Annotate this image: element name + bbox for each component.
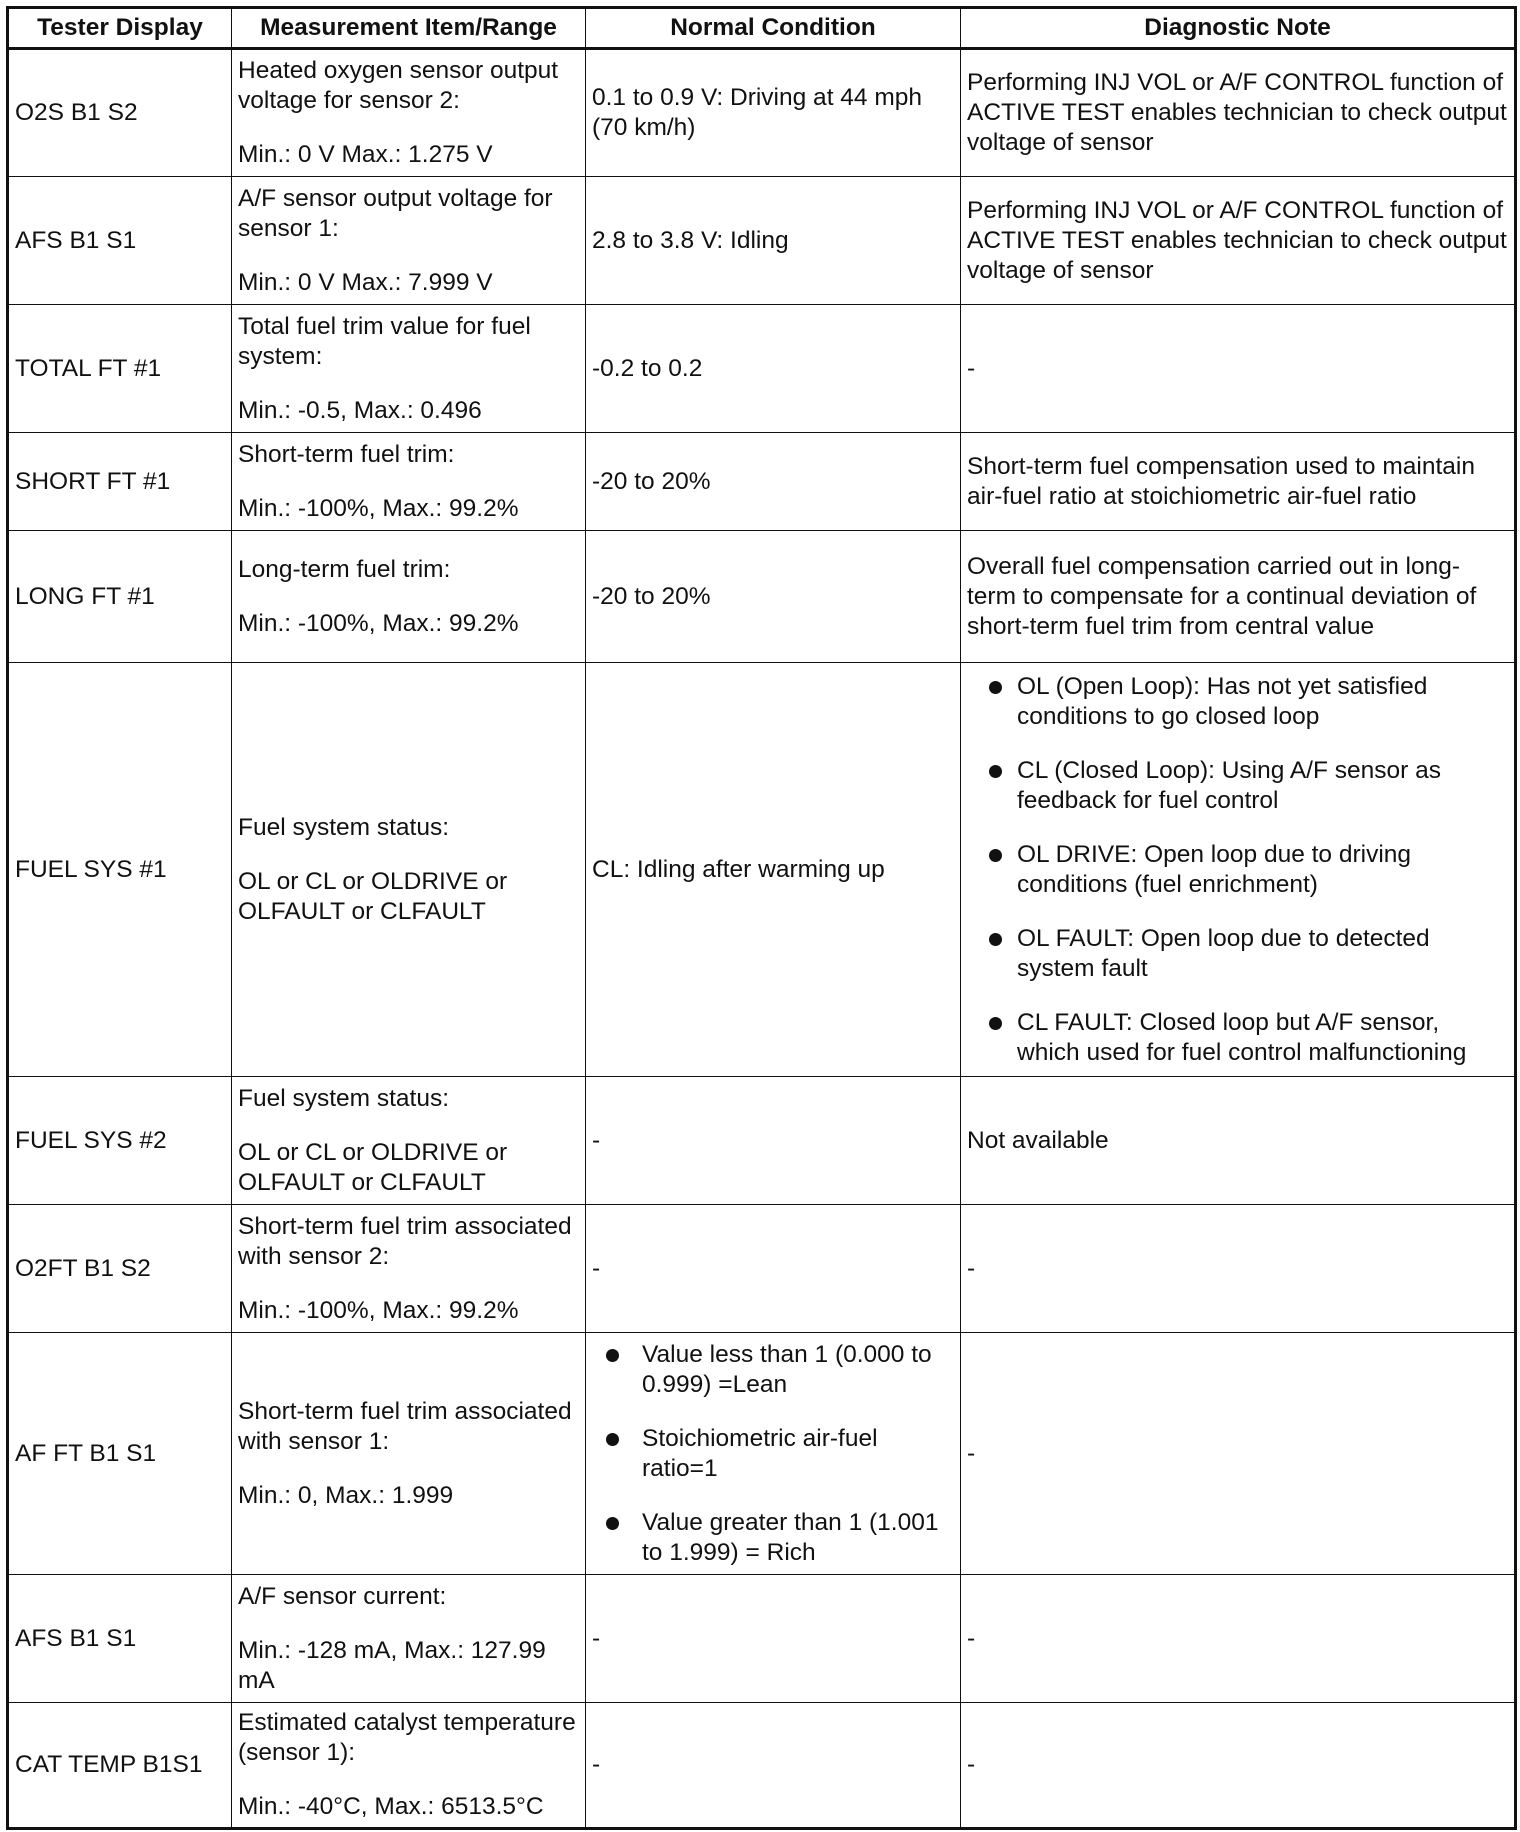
bullet-icon (606, 1517, 619, 1530)
measurement-range: Min.: -128 mA, Max.: 127.99 mA (238, 1636, 546, 1694)
normal-condition-cell (586, 1333, 961, 1575)
list-item: OL (Open Loop): Has not yet satisfied conditions to go closed loop (967, 672, 1508, 732)
measurement-desc: Short-term fuel trim associated with sensor 2: (238, 1212, 572, 1270)
list-item: Value less than 1 (0.000 to 0.999) =Lean (592, 1340, 954, 1400)
normal-condition-cell: - (586, 1575, 961, 1703)
bullet-icon (989, 681, 1002, 694)
tester-display-cell: TOTAL FT #1 (8, 305, 232, 433)
table-row (8, 663, 1516, 1077)
diagnostic-note-cell: Not available (961, 1077, 1516, 1205)
measurement-range: Min.: -40°C, Max.: 6513.5°C (238, 1793, 544, 1820)
normal-condition-cell: - (586, 1703, 961, 1829)
tester-display-cell: LONG FT #1 (8, 531, 232, 663)
list-item: CL FAULT: Closed loop but A/F sensor, which used for fuel control malfunctioning (967, 1008, 1508, 1068)
normal-condition-cell: -20 to 20% (586, 433, 961, 531)
diagnostic-note-cell: - (961, 1575, 1516, 1703)
tester-display-cell: O2S B1 S2 (8, 49, 232, 177)
measurement-desc: Long-term fuel trim: (238, 555, 451, 583)
tester-display-cell: FUEL SYS #1 (8, 663, 232, 1077)
measurement-desc: Heated oxygen sensor output voltage for sensor 2: (238, 57, 559, 114)
note-bullet-list (967, 672, 1508, 1068)
measurement-range: OL or CL or OLDRIVE or OLFAULT or CLFAULT (238, 867, 508, 925)
measurement-range: Min.: -0.5, Max.: 0.496 (238, 396, 482, 424)
measurement-range: Min.: 0 V Max.: 1.275 V (238, 141, 493, 168)
table-row (8, 49, 1516, 177)
diagnostic-table-container (6, 6, 1514, 1830)
table-row (8, 1077, 1516, 1205)
header-measurement: Measurement Item/Range (232, 8, 586, 49)
normal-condition-cell: - (586, 1205, 961, 1333)
normal-bullet-list (592, 1340, 954, 1568)
table-row (8, 1703, 1516, 1829)
diagnostic-note-cell (961, 663, 1516, 1077)
normal-condition-cell: -0.2 to 0.2 (586, 305, 961, 433)
normal-condition-cell: -20 to 20% (586, 531, 961, 663)
measurement-cell (232, 177, 586, 305)
table-row (8, 177, 1516, 305)
table-row (8, 531, 1516, 663)
tester-display-cell: AFS B1 S1 (8, 177, 232, 305)
bullet-icon (606, 1433, 619, 1446)
list-item: Value greater than 1 (1.001 to 1.999) = Rich (592, 1508, 954, 1568)
tester-display-cell: CAT TEMP B1S1 (8, 1703, 232, 1829)
measurement-desc: Fuel system status: (238, 1084, 450, 1112)
diagnostic-note-cell: Overall fuel compensation carried out in long-term to compensate for a continual deviation of short-term fuel trim from central value (961, 531, 1516, 663)
header-normal-condition: Normal Condition (586, 8, 961, 49)
diagnostic-note-cell: - (961, 305, 1516, 433)
measurement-desc: Short-term fuel trim associated with sensor 1: (238, 1397, 572, 1455)
table-row (8, 305, 1516, 433)
measurement-range: OL or CL or OLDRIVE or OLFAULT or CLFAULT (238, 1138, 508, 1196)
normal-condition-cell: CL: Idling after warming up (586, 663, 961, 1077)
diagnostic-note-cell: Performing INJ VOL or A/F CONTROL function of ACTIVE TEST enables technician to check output voltage of sensor (961, 49, 1516, 177)
measurement-cell (232, 305, 586, 433)
tester-display-cell: FUEL SYS #2 (8, 1077, 232, 1205)
diagnostic-note-cell: Performing INJ VOL or A/F CONTROL function of ACTIVE TEST enables technician to check output voltage of sensor (961, 177, 1516, 305)
measurement-cell (232, 1575, 586, 1703)
measurement-desc: Short-term fuel trim: (238, 440, 455, 468)
measurement-desc: Fuel system status: (238, 813, 450, 841)
table-row (8, 433, 1516, 531)
measurement-range: Min.: -100%, Max.: 99.2% (238, 609, 519, 637)
table-row (8, 1333, 1516, 1575)
header-diagnostic-note: Diagnostic Note (961, 8, 1516, 49)
list-item: CL (Closed Loop): Using A/F sensor as feedback for fuel control (967, 756, 1508, 816)
header-tester-display: Tester Display (8, 8, 232, 49)
bullet-icon (989, 765, 1002, 778)
diagnostic-note-cell: - (961, 1205, 1516, 1333)
list-item: OL DRIVE: Open loop due to driving conditions (fuel enrichment) (967, 840, 1508, 900)
measurement-cell (232, 1703, 586, 1829)
list-item: OL FAULT: Open loop due to detected system fault (967, 924, 1508, 984)
normal-condition-cell: 2.8 to 3.8 V: Idling (586, 177, 961, 305)
tester-display-cell: O2FT B1 S2 (8, 1205, 232, 1333)
measurement-range: Min.: 0 V Max.: 7.999 V (238, 268, 493, 296)
diagnostic-note-cell: - (961, 1703, 1516, 1829)
measurement-cell (232, 49, 586, 177)
measurement-cell (232, 663, 586, 1077)
data-list-table (6, 6, 1517, 1830)
normal-condition-cell: - (586, 1077, 961, 1205)
measurement-range: Min.: 0, Max.: 1.999 (238, 1481, 454, 1509)
measurement-cell (232, 1077, 586, 1205)
list-item: Stoichiometric air-fuel ratio=1 (592, 1424, 954, 1484)
table-header-row (8, 8, 1516, 49)
measurement-range: Min.: -100%, Max.: 99.2% (238, 1296, 519, 1324)
measurement-desc: A/F sensor current: (238, 1582, 447, 1610)
measurement-desc: Estimated catalyst temperature (sensor 1): (238, 1709, 576, 1766)
measurement-range: Min.: -100%, Max.: 99.2% (238, 494, 519, 522)
measurement-desc: Total fuel trim value for fuel system: (238, 312, 531, 370)
diagnostic-note-cell: Short-term fuel compensation used to maintain air-fuel ratio at stoichiometric air-fuel ratio (961, 433, 1516, 531)
diagnostic-note-cell: - (961, 1333, 1516, 1575)
table-row (8, 1575, 1516, 1703)
normal-condition-cell: 0.1 to 0.9 V: Driving at 44 mph (70 km/h) (586, 49, 961, 177)
measurement-cell (232, 1205, 586, 1333)
bullet-icon (989, 1017, 1002, 1030)
tester-display-cell: SHORT FT #1 (8, 433, 232, 531)
measurement-cell (232, 433, 586, 531)
bullet-icon (989, 933, 1002, 946)
tester-display-cell: AF FT B1 S1 (8, 1333, 232, 1575)
bullet-icon (606, 1349, 619, 1362)
measurement-cell (232, 531, 586, 663)
bullet-icon (989, 849, 1002, 862)
measurement-desc: A/F sensor output voltage for sensor 1: (238, 184, 553, 242)
tester-display-cell: AFS B1 S1 (8, 1575, 232, 1703)
measurement-cell (232, 1333, 586, 1575)
table-row (8, 1205, 1516, 1333)
